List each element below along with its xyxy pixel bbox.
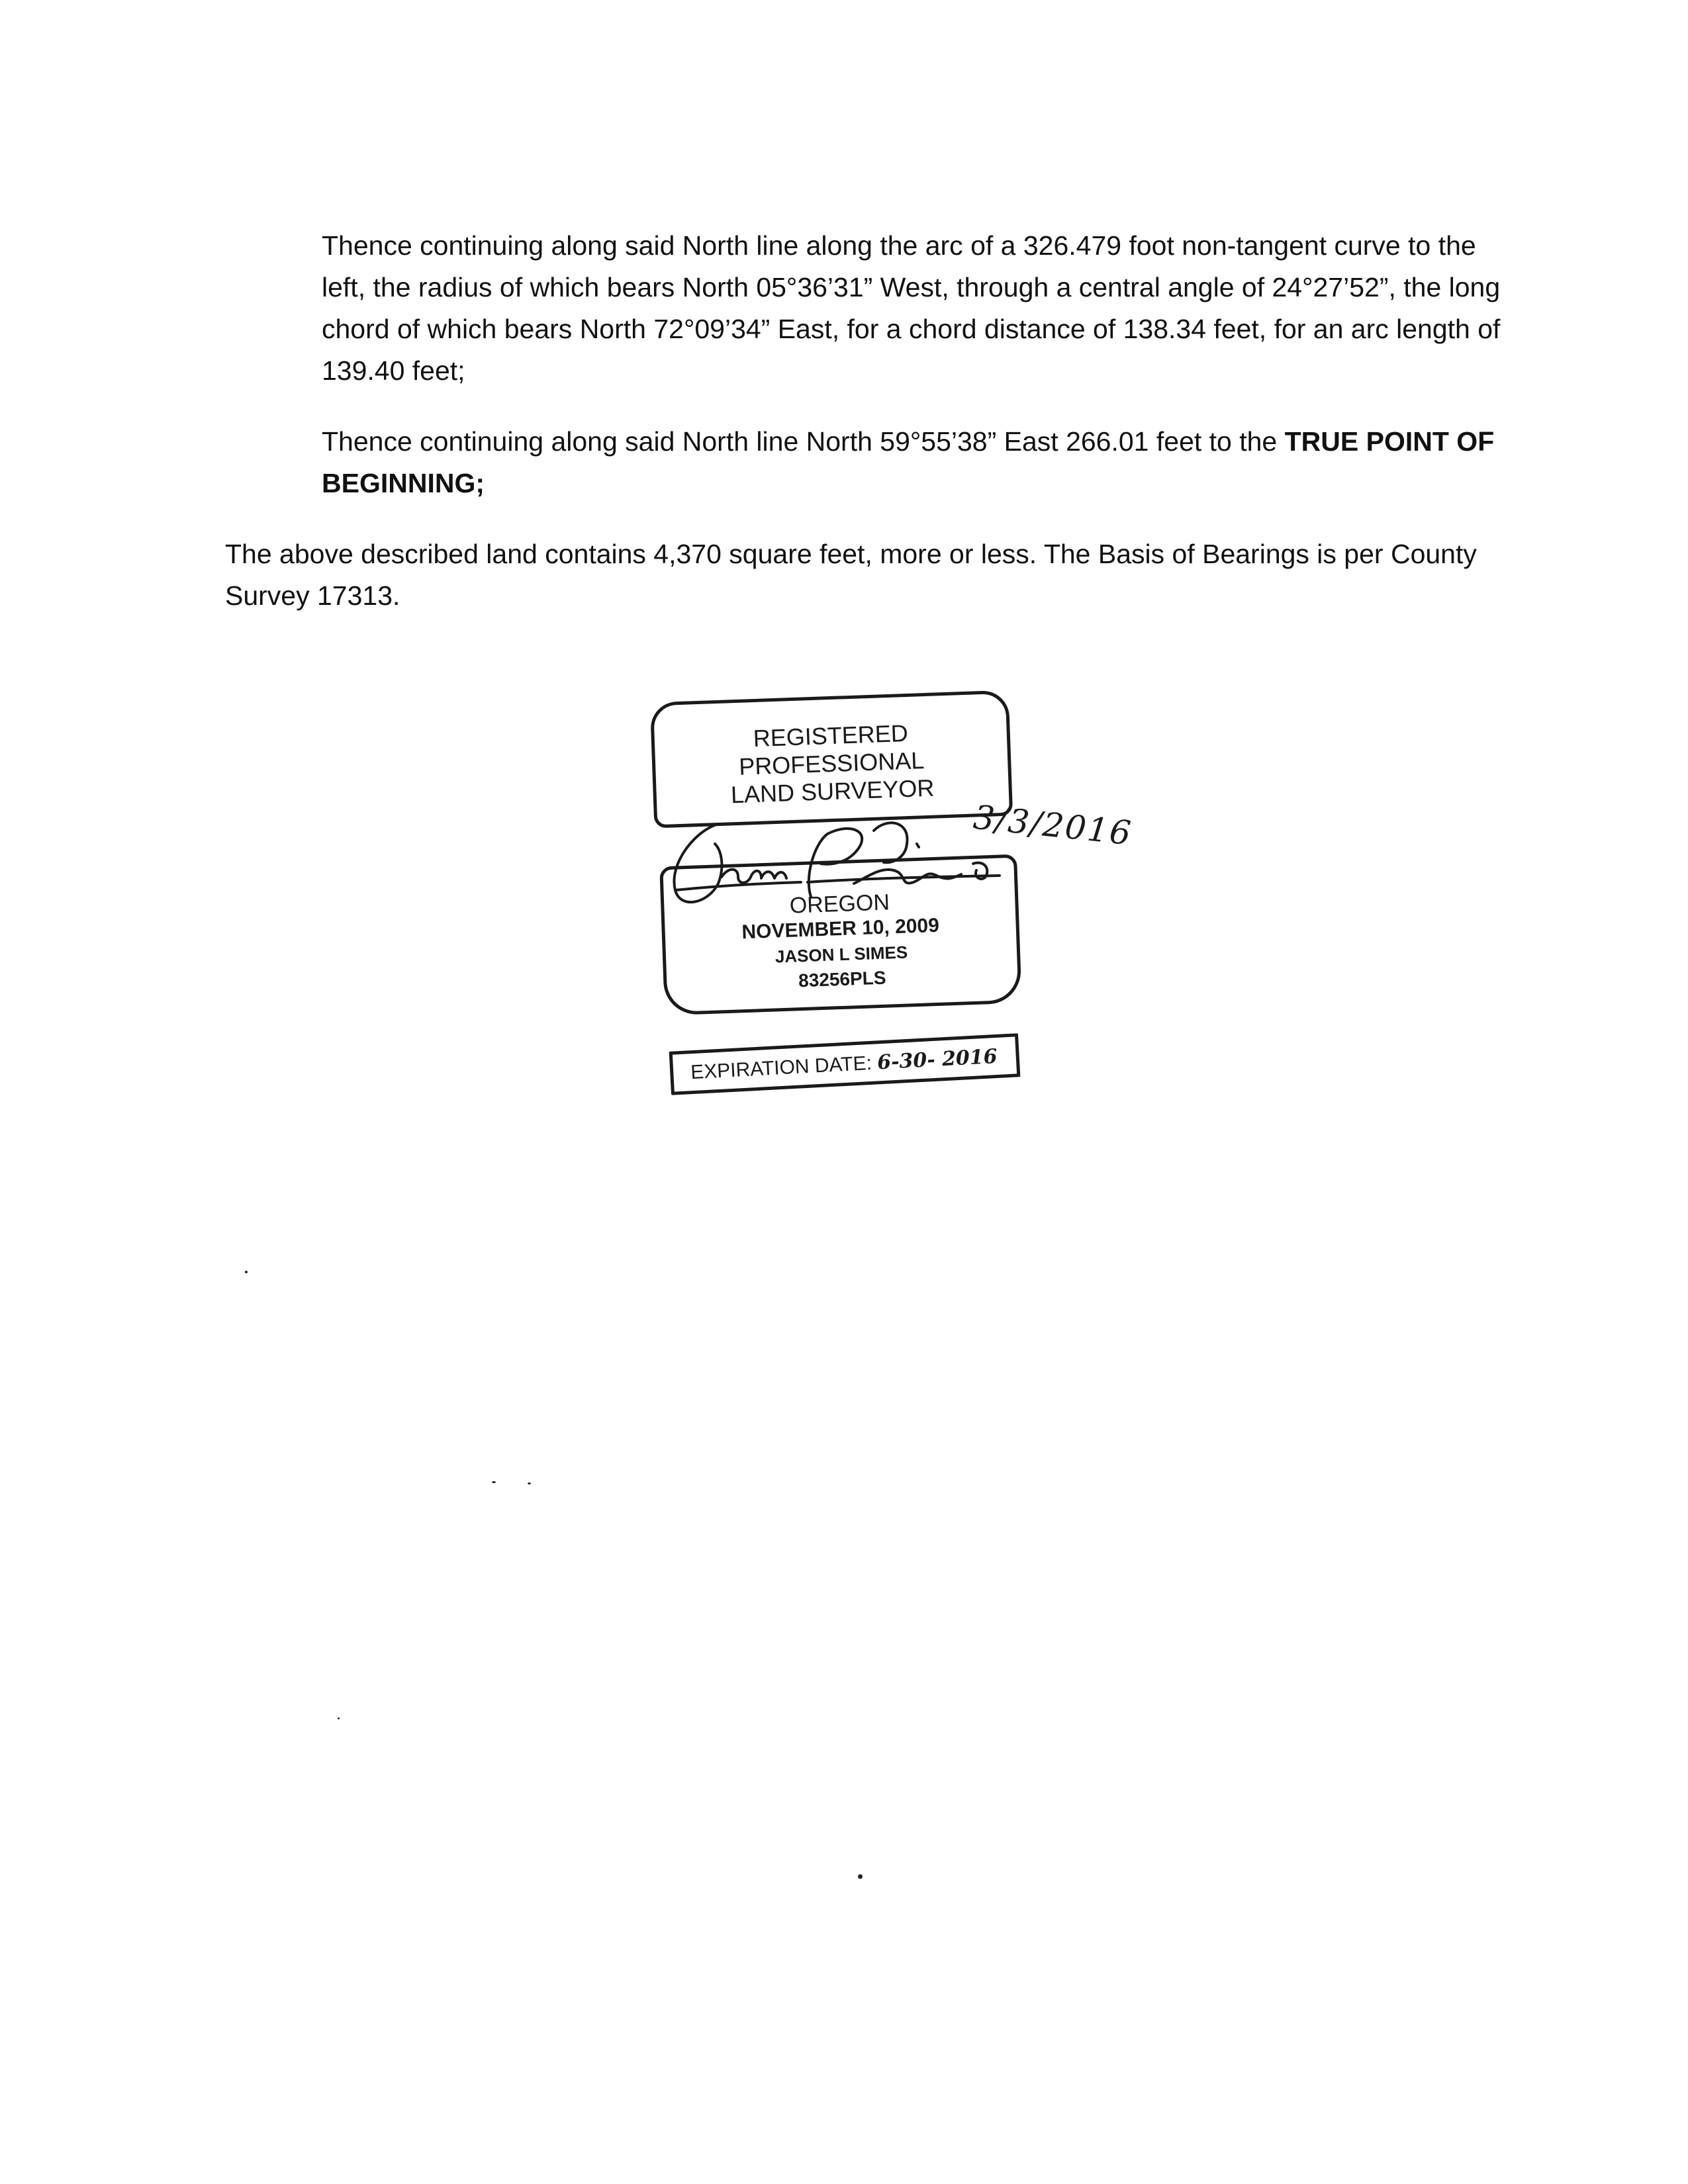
scan-speck xyxy=(492,1481,496,1483)
signature-date: 3/3/2016 xyxy=(971,797,1134,853)
paragraph-arc-description: Thence continuing along said North line along the arc of a 326.479 foot non-tangent curve to the left, the radius of which bears North 05°36’31” West, through a central angle of 24°27’52”, the long chord of which bears North 72°09’34” East, for a chord distance of 138.34 feet, for an arc length of 139.40 feet; xyxy=(322,230,1501,386)
scan-speck xyxy=(338,1717,340,1719)
stamp-registration-date: NOVEMBER 10, 2009 xyxy=(741,914,940,944)
expiration-label: EXPIRATION DATE: xyxy=(690,1052,872,1084)
paragraph-land-area: The above described land contains 4,370 square feet, more or less. The Basis of Bearings is per County Survey 17313. xyxy=(225,539,1477,611)
true-point-of-beginning-label: TRUE POINT OF BEGINNING; xyxy=(322,426,1495,498)
stamp-professional: PROFESSIONAL xyxy=(738,747,925,780)
stamp-land-surveyor: LAND SURVEYOR xyxy=(730,774,935,809)
paragraph-true-point-of-beginning xyxy=(322,421,1513,504)
stamp-state: OREGON xyxy=(789,889,890,919)
stamp-registered: REGISTERED xyxy=(753,719,909,752)
stamp-surveyor-name: JASON L SIMES xyxy=(774,942,908,967)
expiration-date-box xyxy=(669,1033,1021,1095)
scan-speck xyxy=(245,1271,248,1273)
stamp-license-number: 83256PLS xyxy=(798,967,886,991)
scan-speck xyxy=(858,1874,863,1879)
scan-speck xyxy=(528,1482,531,1484)
paragraph-text: Thence continuing along said North line North 59°55’38” East 266.01 feet to the xyxy=(322,426,1285,457)
expiration-date-value: 6-30- 2016 xyxy=(876,1044,998,1075)
handwritten-signature xyxy=(655,804,1026,917)
